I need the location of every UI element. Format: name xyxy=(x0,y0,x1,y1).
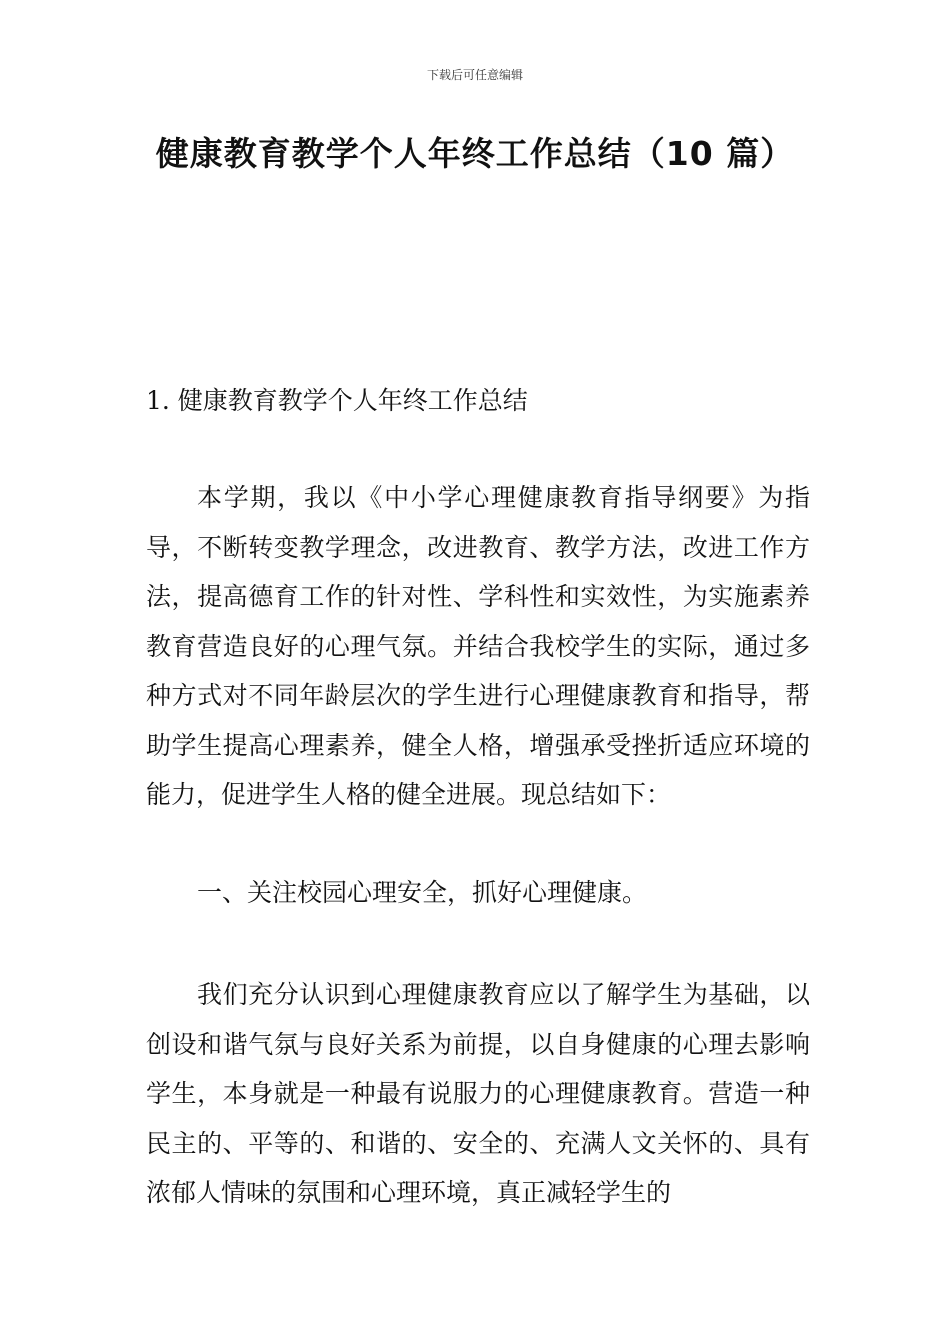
paragraph-intro: 本学期，我以《中小学心理健康教育指导纲要》为指导，不断转变教学理念，改进教育、教学方法，改进工作方法，提高德育工作的针对性、学科性和实效性，为实施素养教育营造良好的心理气氛。并结合我校学生的实际，通过多种方式对不同年龄层次的学生进行心理健康教育和指导，帮助学生提高心理素养，健全人格，增强承受挫折适应环境的能力，促进学生人格的健全进展。现总结如下： xyxy=(146,483,810,809)
section-heading: 1. 健康教育教学个人年终工作总结 xyxy=(146,386,528,415)
document-title: 健康教育教学个人年终工作总结（10 篇） xyxy=(155,134,795,173)
header-note: 下载后可任意编辑 xyxy=(426,68,523,82)
paragraph-two: 我们充分认识到心理健康教育应以了解学生为基础，以创设和谐气氛与良好关系为前提，以自身健康的心理去影响学生，本身就是一种最有说服力的心理健康教育。营造一种民主的、平等的、和谐的、安全的、充满人文关怀的、具有浓郁人情味的氛围和心理环境，真正减轻学生的 xyxy=(146,980,810,1207)
subheading-one: 一、关注校园心理安全，抓好心理健康。 xyxy=(197,878,648,907)
